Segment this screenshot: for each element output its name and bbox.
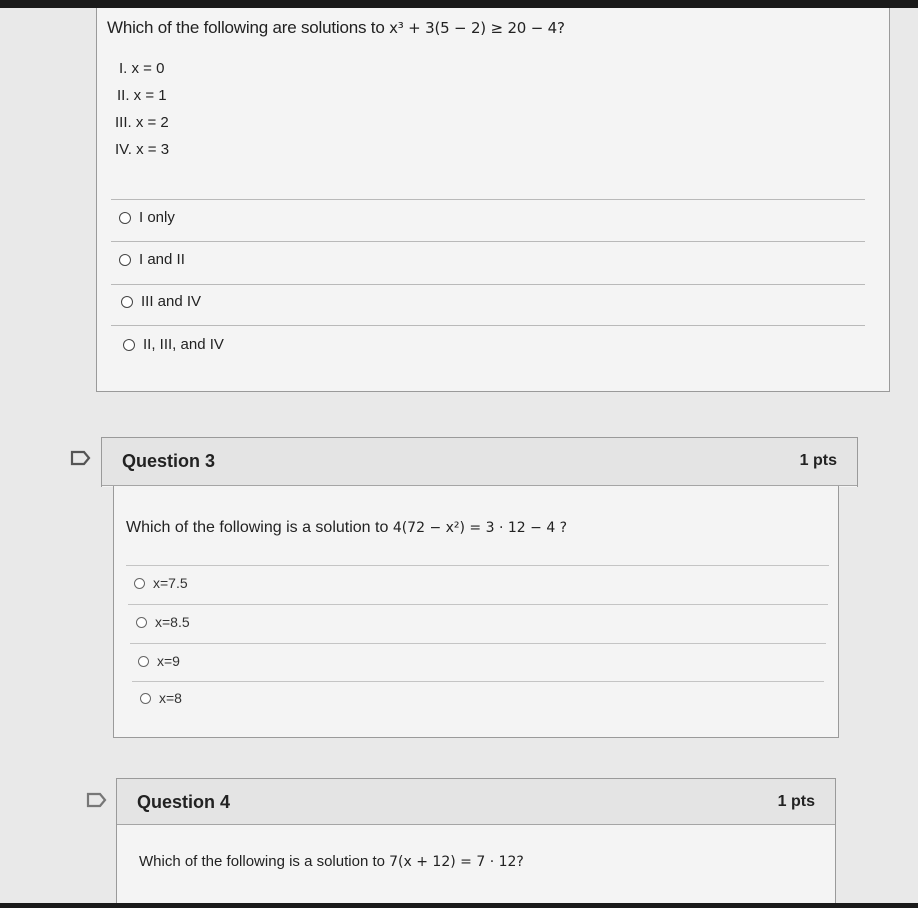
question-4-prompt <box>139 853 524 870</box>
choice-2[interactable] <box>136 614 190 630</box>
radio-button[interactable] <box>136 617 147 628</box>
roman-option-3: III. x = 2 <box>115 114 169 131</box>
choice-1[interactable] <box>134 575 188 591</box>
answer-option-2[interactable] <box>119 251 185 268</box>
question-4-points: 1 pts <box>777 793 815 810</box>
answer-label: I only <box>139 209 175 226</box>
question-3-points: 1 pts <box>799 452 837 469</box>
question-4-header <box>117 779 835 825</box>
question-3-header <box>102 438 857 486</box>
choice-label: x=9 <box>157 653 180 669</box>
question-3-prompt-text: Which of the following is a solution to <box>126 519 389 536</box>
radio-button[interactable] <box>119 212 131 224</box>
divider <box>132 681 824 682</box>
divider <box>130 643 826 644</box>
divider <box>128 604 828 605</box>
radio-button[interactable] <box>134 578 145 589</box>
answer-option-1[interactable] <box>119 209 175 226</box>
question-2-prompt-text: Which of the following are solutions to <box>107 18 385 37</box>
question-4-prompt-math: 7(x + 12) = 7 · 12? <box>389 854 524 870</box>
question-3-body <box>113 486 839 738</box>
choice-label: x=8.5 <box>155 614 190 630</box>
question-3-prompt <box>126 519 567 537</box>
flag-question-icon[interactable] <box>70 450 92 466</box>
divider <box>111 241 865 242</box>
roman-option-1: I. x = 0 <box>119 60 165 77</box>
flag-question-icon[interactable] <box>86 792 108 808</box>
answer-option-4[interactable] <box>123 336 224 353</box>
divider <box>111 284 865 285</box>
radio-button[interactable] <box>140 693 151 704</box>
answer-label: II, III, and IV <box>143 336 224 353</box>
bottom-edge <box>0 903 918 908</box>
answer-label: I and II <box>139 251 185 268</box>
question-4-card <box>116 778 836 904</box>
answer-label: III and IV <box>141 293 202 310</box>
question-3-title: Question 3 <box>122 451 216 471</box>
radio-button[interactable] <box>123 339 135 351</box>
question-4-prompt-text: Which of the following is a solution to <box>139 853 385 870</box>
divider <box>126 565 829 566</box>
radio-button[interactable] <box>119 254 131 266</box>
roman-option-4: IV. x = 3 <box>115 141 170 158</box>
question-2-card <box>96 8 890 392</box>
choice-4[interactable] <box>140 690 182 706</box>
question-2-prompt-math: x³ + 3(5 − 2) ≥ 20 − 4? <box>389 19 565 37</box>
radio-button[interactable] <box>138 656 149 667</box>
divider <box>111 199 865 200</box>
roman-option-2: II. x = 1 <box>117 87 167 104</box>
choice-label: x=8 <box>159 690 182 706</box>
answer-option-3[interactable] <box>121 293 201 310</box>
choice-label: x=7.5 <box>153 575 188 591</box>
question-2-prompt <box>107 18 565 38</box>
radio-button[interactable] <box>121 296 133 308</box>
question-4-title: Question 4 <box>137 792 231 812</box>
top-edge <box>0 0 918 8</box>
choice-3[interactable] <box>138 653 180 669</box>
question-3-prompt-math: 4(72 − x²) = 3 · 12 − 4 ? <box>392 520 568 536</box>
divider <box>111 325 865 326</box>
